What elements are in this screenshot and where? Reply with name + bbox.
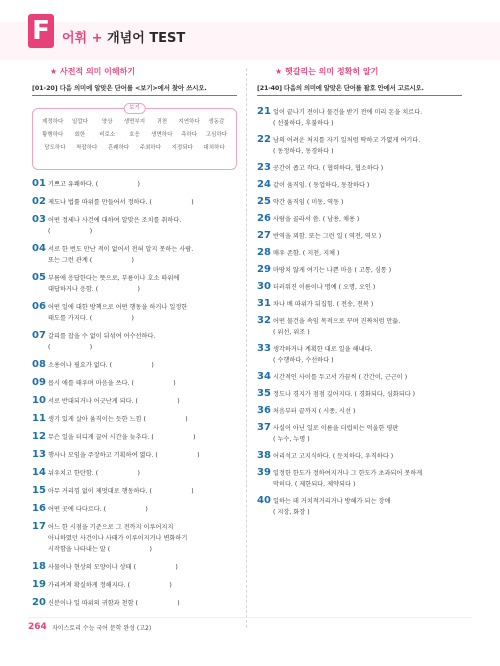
question-line: ( ) [48, 344, 93, 351]
left-instruction: [01-20] 다음 의미에 알맞은 단어를 <보기>에서 찾아 쓰시오. [32, 83, 237, 96]
footer-divider [28, 617, 472, 618]
question-item [32, 214, 237, 237]
question-item [257, 134, 462, 157]
question-line: 태도를 가지다. ( ) [48, 315, 134, 322]
question-number: 28 [257, 247, 271, 258]
question-text [48, 449, 200, 461]
question-text [48, 395, 180, 407]
question-item [32, 485, 237, 497]
bogi-word: 호응 [129, 132, 140, 138]
question-item [257, 281, 462, 293]
question-line: 남의 어려운 처지를 자기 일처럼 딱하고 가엾게 여기다. [273, 137, 421, 144]
question-line: 뉘우치고 한탄함. ( ) [48, 470, 140, 477]
question-text [48, 431, 196, 443]
question-line: ( 지장, 화장 ) [273, 509, 310, 516]
question-line: 어떤 정세나 사건에 대하여 알맞은 조치를 취하다. [48, 217, 182, 224]
question-text [273, 467, 422, 490]
question-item [257, 247, 462, 259]
question-line: 막히다. ( 제한되다, 제약되다 ) [273, 481, 356, 488]
question-line: 일하는 데 거치적거리거나 방해가 되는 장애 [273, 498, 391, 505]
question-text [48, 485, 194, 497]
question-item [32, 579, 237, 591]
section-badge: F [28, 14, 54, 48]
question-number: 39 [257, 467, 271, 478]
page-number: 264 [28, 622, 47, 632]
bogi-word: 흔쾌하다 [107, 145, 130, 151]
question-text [48, 467, 140, 479]
question-item [32, 243, 237, 266]
question-number: 12 [32, 431, 46, 442]
question-number: 25 [257, 196, 271, 207]
question-line: 아무 거리낌 없이 제멋대로 행동하다. ( ) [48, 488, 194, 495]
question-text [273, 264, 391, 276]
left-column [32, 66, 237, 609]
question-number: 31 [257, 298, 271, 309]
question-text [273, 495, 390, 518]
question-text [273, 230, 381, 242]
question-text [273, 134, 420, 157]
left-section-title [50, 66, 237, 80]
question-item [32, 413, 237, 425]
question-line: 정도나 경지가 점점 깊어지다. ( 경화되다, 심화되다 ) [273, 391, 416, 398]
question-line: 어느 한 시점을 기준으로 그 전까지 이루어지지 [48, 524, 174, 531]
question-text [273, 106, 422, 129]
question-item [32, 561, 237, 573]
question-line: 마땅치 않게 여기는 나쁜 마음 ( 고통, 심통 ) [273, 267, 392, 274]
question-number: 32 [257, 315, 271, 326]
question-text [273, 162, 383, 174]
question-line: 어리석고 고지식하다. ( 둔치하다, 우직하다 ) [273, 453, 394, 460]
question-text [273, 196, 343, 208]
question-line: 일이 끝나기 전이나 물건을 받기 전에 미리 돈을 치르다. [273, 109, 423, 116]
title-part2: 개념어 [107, 31, 145, 46]
question-line: 어떤 곳에 다다르다. ( ) [48, 506, 148, 513]
right-column [257, 66, 462, 518]
question-text [48, 579, 172, 591]
question-number: 27 [257, 230, 271, 241]
question-line: 기쁘고 유쾌하다. ( ) [48, 181, 140, 188]
question-item [32, 521, 237, 555]
question-item [257, 162, 462, 174]
question-text [48, 413, 188, 425]
question-item [257, 213, 462, 225]
question-item [32, 377, 237, 389]
question-text [273, 281, 375, 293]
bogi-word: 귀천 [156, 119, 168, 125]
question-text [48, 272, 179, 295]
question-number: 37 [257, 422, 271, 433]
question-item [32, 597, 237, 609]
question-line: 사물이나 현상의 모양이나 상태 ( ) [48, 564, 178, 571]
question-text [273, 179, 369, 191]
question-number: 04 [32, 243, 46, 254]
question-number: 11 [32, 413, 46, 424]
question-text [48, 359, 154, 371]
question-line: 대답하거나 응함. ( ) [48, 286, 140, 293]
question-item [257, 196, 462, 208]
question-line: 서로 한 번도 만난 적이 없어서 전혀 알지 못하는 사람. [48, 246, 194, 253]
question-line: 가리켜져 확실하게 정해지다. ( ) [48, 582, 172, 589]
question-item [32, 178, 237, 190]
title-plus: + [91, 31, 103, 46]
question-line: 같이 움직임. ( 동업하다, 동참하다 ) [273, 182, 370, 189]
bogi-word: 주최하다 [139, 145, 162, 151]
question-line: 소용이나 필요가 없다. ( ) [48, 362, 154, 369]
question-item [257, 315, 462, 338]
star-icon: ★ [50, 67, 58, 76]
bogi-word: 회한 [74, 132, 86, 138]
question-line: 처음부터 끝까지 ( 시종, 시선 ) [273, 408, 356, 415]
question-number: 15 [32, 485, 46, 496]
question-line: 시간적인 사이를 두고서 가끔씩 ( 간간이, 근근이 ) [273, 374, 408, 381]
bogi-word: 생동감 [208, 119, 225, 125]
question-line: 약간 움직임 ( 미동, 역동 ) [273, 199, 344, 206]
question-item [257, 388, 462, 400]
question-item [257, 106, 462, 129]
question-item [32, 449, 237, 461]
question-number: 26 [257, 213, 271, 224]
bogi-word: 비로소 [99, 132, 116, 138]
question-line: 갈피를 잡을 수 없이 뒤섞여 어수선하다. [48, 333, 156, 340]
bogi-word: 제정하다 [42, 119, 64, 125]
question-item [257, 230, 462, 242]
question-line: ( 수행하다, 수선하다 ) [273, 357, 334, 364]
question-text [48, 503, 148, 515]
bogi-word: 고심하다 [205, 132, 227, 138]
question-number: 40 [257, 495, 271, 506]
question-line: 부름에 응답한다는 뜻으로, 부름이나 호소 따위에 [48, 275, 180, 282]
question-text [273, 247, 339, 259]
question-text [273, 343, 373, 366]
question-number: 23 [257, 162, 271, 173]
question-item [257, 495, 462, 518]
bogi-label: 보기 [123, 103, 146, 114]
question-line: 무슨 일을 더디게 끌어 시간을 늦추다. ( ) [48, 434, 196, 441]
question-line: 사실이 아닌 일로 이름을 더럽히는 억울한 평판 [273, 425, 399, 432]
right-section-title-text: 헷갈리는 의미 정확히 알기 [284, 67, 379, 76]
bogi-word: 대처하다 [203, 145, 225, 151]
question-line: 어떤 물건을 속임 목적으로 꾸며 진짜처럼 만듦. [273, 318, 401, 325]
question-number: 01 [32, 178, 46, 189]
question-number: 17 [32, 521, 46, 532]
question-line: 또는 그런 관계 ( ) [48, 257, 134, 264]
question-text [273, 315, 400, 338]
left-item-list [32, 178, 237, 609]
star-icon: ★ [275, 67, 283, 76]
question-text [273, 422, 398, 445]
title-part3: TEST [149, 31, 186, 46]
question-line: ( 위선, 위조 ) [273, 329, 310, 336]
question-item [32, 359, 237, 371]
question-number: 38 [257, 450, 271, 461]
question-item [32, 301, 237, 324]
bogi-word: 생면하다 [151, 132, 173, 138]
question-line: 서로 반대되거나 어긋난게 되다. ( ) [48, 398, 180, 405]
question-line: 매우 존함. ( 지천, 지체 ) [273, 250, 340, 257]
question-number: 03 [32, 214, 46, 225]
page-title [62, 27, 185, 46]
question-text [48, 196, 194, 208]
question-text [273, 388, 415, 400]
question-text [48, 214, 181, 237]
question-item [257, 467, 462, 490]
question-number: 14 [32, 467, 46, 478]
question-line: 더러워진 이름이나 명예 ( 오명, 오인 ) [273, 284, 376, 291]
question-item [257, 343, 462, 366]
question-number: 16 [32, 503, 46, 514]
question-line: 반역을 꾀함. 또는 그런 일 ( 역전, 역모 ) [273, 233, 382, 240]
question-item [257, 405, 462, 417]
question-number: 29 [257, 264, 271, 275]
question-number: 35 [257, 388, 271, 399]
question-number: 34 [257, 371, 271, 382]
book-title: 자이스토리 수능 국어 문학 완성 (고2) [52, 625, 152, 632]
question-item [257, 179, 462, 191]
question-number: 21 [257, 106, 271, 117]
question-line: 사람을 골라서 씀. ( 남용, 채용 ) [273, 216, 360, 223]
question-number: 33 [257, 343, 271, 354]
question-number: 08 [32, 359, 46, 370]
question-number: 36 [257, 405, 271, 416]
question-text [273, 213, 359, 225]
question-line: 공간이 좁고 작다. ( 협력하다, 협소하다 ) [273, 165, 384, 172]
question-text [48, 597, 180, 609]
question-line: 몹시 애를 태우며 마음을 쓰다. ( ) [48, 380, 176, 387]
question-line: ( 동정하다, 동경하다 ) [273, 148, 334, 155]
question-number: 10 [32, 395, 46, 406]
bogi-word-list [39, 118, 230, 153]
question-line: 일정한 한도가 정하여지거나 그 한도가 초과되어 못하게 [273, 470, 423, 477]
question-item [257, 298, 462, 310]
question-number: 22 [257, 134, 271, 145]
question-line: 신분이나 일 따위의 귀함과 천함 ( ) [48, 600, 180, 607]
bogi-word: 양상 [101, 119, 113, 125]
title-part1: 어휘 [62, 31, 88, 46]
question-line: 어떤 일에 대한 방책으로 어떤 행동을 하거나 일정한 [48, 304, 188, 311]
question-text [48, 301, 187, 324]
question-item [257, 264, 462, 276]
question-text [48, 330, 155, 353]
question-item [32, 272, 237, 295]
bogi-word: 지정되다 [171, 145, 193, 151]
question-line: 생기 있게 살아 움직이는 듯한 느낌 ( ) [48, 416, 188, 423]
question-number: 05 [32, 272, 46, 283]
question-text [273, 405, 355, 417]
right-item-list [257, 106, 462, 518]
question-item [32, 431, 237, 443]
bogi-word: 측하다 [181, 132, 198, 138]
question-number: 13 [32, 449, 46, 460]
question-text [48, 243, 193, 266]
question-text [273, 298, 373, 310]
question-line: ( 선불하다, 후불하다 ) [273, 120, 334, 127]
right-instruction: [21-40] 다음의 의미에 알맞은 단어를 괄호 안에서 고르시오. [257, 83, 462, 96]
bogi-word: 지연하다 [178, 119, 200, 125]
question-number: 19 [32, 579, 46, 590]
question-line: 생각하거나 계획한 대로 일을 해내다. [273, 346, 373, 353]
question-line: 행사나 모임을 주장하고 기획하여 엶다. ( ) [48, 452, 200, 459]
question-item [257, 422, 462, 445]
question-line: 시작함을 나타내는 말 ( ) [48, 546, 152, 553]
question-number: 07 [32, 330, 46, 341]
question-line: ( ) [48, 228, 93, 235]
question-item [32, 395, 237, 407]
question-line: ( 누수, 누명 ) [273, 436, 310, 443]
question-line: 제도나 법률 따위를 만들어서 정하다. ( ) [48, 199, 194, 206]
question-number: 20 [32, 597, 46, 608]
bogi-word: 황행하다 [42, 132, 64, 138]
question-line: 아니하였던 사건이나 사태가 이루어지거나 변화하기 [48, 535, 188, 542]
question-item [32, 467, 237, 479]
question-text [48, 178, 140, 190]
question-item [257, 371, 462, 383]
left-section-title-text: 사전적 의미 이해하기 [59, 67, 136, 76]
question-number: 02 [32, 196, 46, 207]
question-item [32, 503, 237, 515]
question-number: 18 [32, 561, 46, 572]
question-number: 24 [257, 179, 271, 190]
question-item [32, 330, 237, 353]
bogi-word: 일깝다 [71, 119, 88, 125]
bogi-word: 생면부지 [123, 119, 146, 125]
question-text [48, 521, 187, 555]
question-number: 09 [32, 377, 46, 388]
question-text [48, 377, 176, 389]
column-divider [246, 68, 247, 628]
question-item [32, 196, 237, 208]
question-item [257, 450, 462, 462]
question-line: 차나 배 따위가 뒤집힘. ( 전송, 전복 ) [273, 301, 374, 308]
question-number: 30 [257, 281, 271, 292]
question-text [273, 371, 407, 383]
bogi-word: 당도하다 [44, 145, 66, 151]
question-text [273, 450, 393, 462]
question-number: 06 [32, 301, 46, 312]
bogi-box [32, 105, 237, 170]
bogi-word: 착잡하다 [76, 145, 98, 151]
question-text [48, 561, 178, 573]
right-section-title [275, 66, 462, 80]
